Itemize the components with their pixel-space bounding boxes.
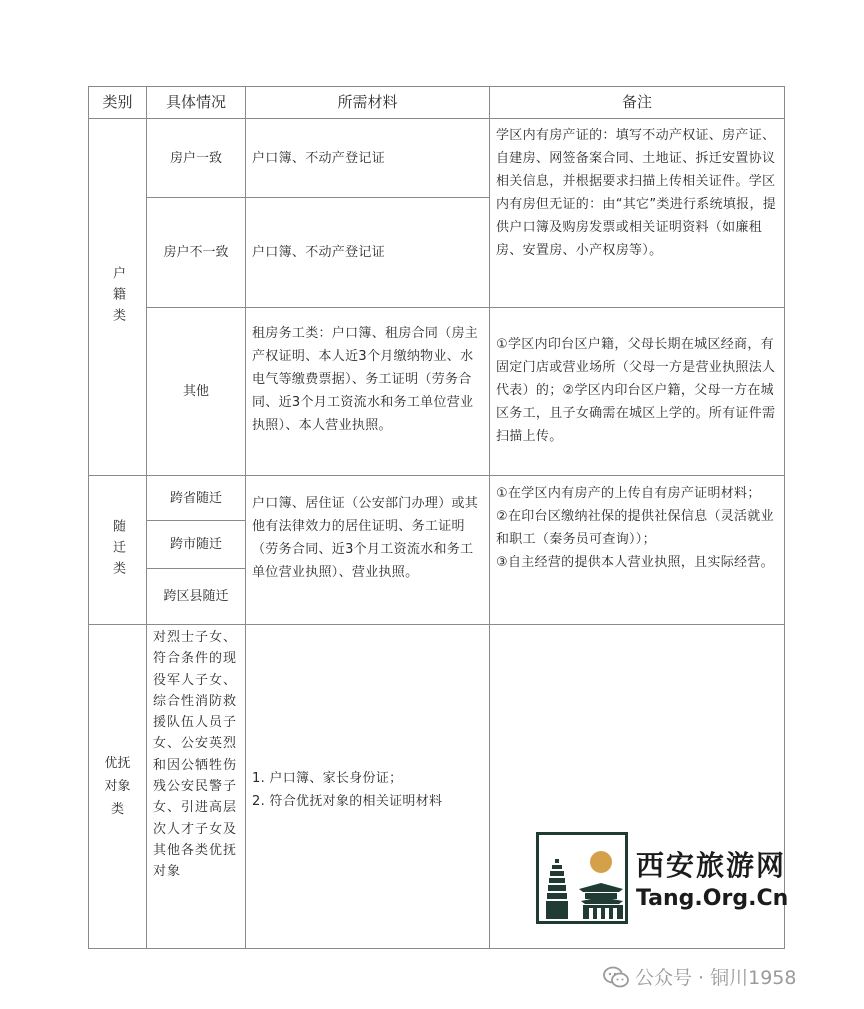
- materials-cell: [246, 767, 489, 813]
- wechat-icon: [603, 966, 629, 988]
- notes-cell: ①学区内印台区户籍，父母长期在城区经商，有固定门店或营业场所（父母一方是营业执照法人代表）的；②学区内印台区户籍，父母一方在城区务工，且子女确需在城区上学的。所有证件需扫描上传。: [496, 337, 776, 444]
- situation-cell: 跨省随迁: [169, 490, 222, 506]
- header-situation: 具体情况: [165, 93, 226, 111]
- materials-cell: 租房务工类：户口簿、租房合同（房主产权证明、本人近3个月缴纳物业、水电气等缴费票据）、务工证明（劳务合同、近3个月工资流水和务工单位营业执照）、本人营业执照。: [252, 326, 479, 433]
- watermark-logo: [536, 832, 628, 924]
- category-huji-label: 户籍类: [110, 265, 125, 329]
- category-suiqian-label: 随迁类: [110, 518, 125, 582]
- category-youfu-label: 优抚对象类: [104, 756, 131, 817]
- note-item: ②在印台区缴纳社保的提供社保信息（灵活就业和职工（秦务员可查询））；: [496, 509, 774, 547]
- table-rule: [88, 624, 785, 625]
- situation-cell: 跨市随迁: [169, 537, 222, 552]
- table-rule: [784, 86, 785, 949]
- header-notes: 备注: [621, 93, 652, 111]
- notes-cell: [490, 482, 784, 574]
- table-rule: [88, 948, 785, 949]
- situation-cell: 房户一致: [169, 150, 222, 166]
- note-item: ③自主经营的提供本人营业执照，且实际经营。: [496, 555, 774, 570]
- situation-cell: 对烈士子女、符合条件的现役军人子女、综合性消防救援队伍人员子女、公安英烈和因公牺牲伤残公安民警子女、引进高层次人才子女及其他各类优抚对象: [153, 630, 238, 880]
- situation-cell: 房户不一致: [163, 245, 229, 260]
- account-name: 公众号 · 铜川1958: [635, 967, 797, 989]
- watermark-title: 西安旅游网: [636, 849, 787, 882]
- materials-cell: 户口簿、居住证（公安部门办理）或其他有法律效力的居住证明、务工证明（劳务合同、近3个月工资流水和务工单位营业执照）、营业执照。: [252, 496, 479, 580]
- header-materials: 所需材料: [337, 93, 398, 111]
- materials-cell: 户口簿、不动产登记证: [252, 151, 386, 166]
- header-category: 类别: [102, 93, 133, 111]
- situation-cell: 其他: [182, 384, 209, 399]
- category-suiqian: [89, 476, 146, 624]
- notes-cell: 学区内有房产证的：填写不动产权证、房产证、自建房、网签备案合同、土地证、拆迁安置协议相关信息，并根据要求扫描上传相关证件。学区内有房但无证的：由“其它”类进行系统填报，提供户口簿及购房发票或相关证明资料（如廉租房、安置房、小产权房等）。: [496, 128, 777, 258]
- material-item: 1. 户口簿、家长身份证；: [252, 771, 403, 786]
- note-item: ①在学区内有房产的上传自有房产证明材料；: [496, 486, 761, 501]
- category-huji: [89, 119, 146, 475]
- site-watermark: [536, 832, 789, 928]
- situation-cell: 跨区县随迁: [163, 589, 229, 604]
- category-youfu: [89, 625, 146, 948]
- material-item: 2. 符合优抚对象的相关证明材料: [252, 794, 443, 809]
- pagoda-icon: [539, 835, 625, 921]
- watermark-url: Tang.Org.Cn: [636, 886, 789, 911]
- materials-cell: 户口簿、不动产登记证: [252, 245, 386, 260]
- account-footer: [603, 963, 796, 990]
